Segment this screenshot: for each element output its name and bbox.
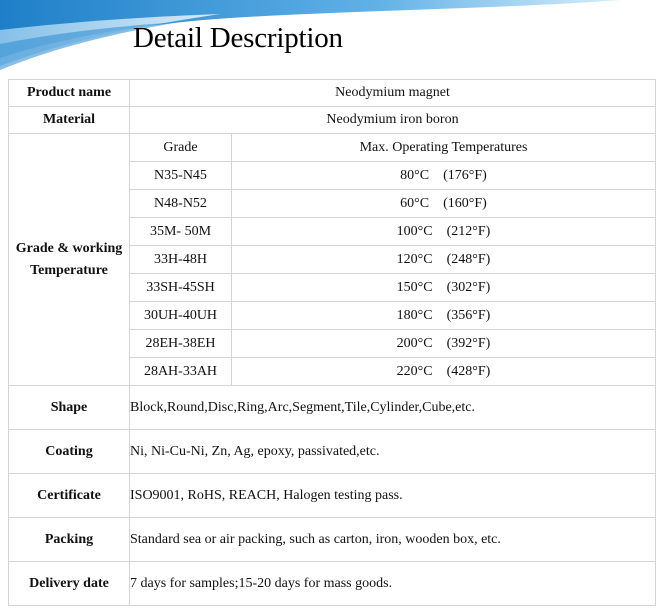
spec-table xyxy=(8,79,656,606)
grade-row xyxy=(130,358,655,386)
grade-row xyxy=(130,274,655,302)
grade-value: N35-N45 xyxy=(130,162,232,190)
temp-value xyxy=(232,302,656,330)
row-value-packing: Standard sea or air packing, such as carton, iron, wooden box, etc. xyxy=(130,518,656,562)
grade-label-line2: Temperature xyxy=(30,262,108,278)
row-label-coating: Coating xyxy=(9,430,130,474)
temp-celsius: 220°C xyxy=(396,363,433,379)
temp-value xyxy=(232,162,656,190)
temp-fahrenheit: (176°F) xyxy=(443,167,487,183)
temp-value xyxy=(232,190,656,218)
grade-col-header: Grade xyxy=(130,134,232,162)
temp-col-header: Max. Operating Temperatures xyxy=(232,134,656,162)
grade-value: 33SH-45SH xyxy=(130,274,232,302)
temp-celsius: 180°C xyxy=(396,307,433,323)
temp-fahrenheit: (392°F) xyxy=(446,335,491,351)
temp-fahrenheit: (428°F) xyxy=(446,363,491,379)
grade-subtable xyxy=(130,134,655,385)
row-label-certificate: Certificate xyxy=(9,474,130,518)
temp-value xyxy=(232,358,656,386)
grade-value: N48-N52 xyxy=(130,190,232,218)
table-row xyxy=(9,518,656,562)
table-row xyxy=(9,386,656,430)
grade-row xyxy=(130,162,655,190)
row-value-delivery-date: 7 days for samples;15-20 days for mass goods. xyxy=(130,562,656,606)
row-value-shape: Block,Round,Disc,Ring,Arc,Segment,Tile,Cylinder,Cube,etc. xyxy=(130,386,656,430)
grade-value: 35M- 50M xyxy=(130,218,232,246)
grade-row xyxy=(130,218,655,246)
temp-value xyxy=(232,246,656,274)
table-row xyxy=(9,80,656,107)
table-row xyxy=(9,134,656,386)
row-label-shape: Shape xyxy=(9,386,130,430)
temp-celsius: 60°C xyxy=(400,195,430,211)
page-title: Detail Description xyxy=(133,22,343,54)
temp-celsius: 150°C xyxy=(396,279,433,295)
temp-fahrenheit: (160°F) xyxy=(443,195,487,211)
table-row xyxy=(9,474,656,518)
temp-celsius: 120°C xyxy=(396,251,433,267)
grade-value: 28AH-33AH xyxy=(130,358,232,386)
row-label-packing: Packing xyxy=(9,518,130,562)
row-label-product-name: Product name xyxy=(9,80,130,107)
table-row xyxy=(9,562,656,606)
temp-value xyxy=(232,330,656,358)
row-value-product-name: Neodymium magnet xyxy=(130,80,656,107)
temp-celsius: 100°C xyxy=(396,223,433,239)
temp-fahrenheit: (356°F) xyxy=(446,307,491,323)
temp-fahrenheit: (212°F) xyxy=(446,223,491,239)
row-value-coating: Ni, Ni-Cu-Ni, Zn, Ag, epoxy, passivated,etc. xyxy=(130,430,656,474)
table-row xyxy=(9,107,656,134)
grade-value: 30UH-40UH xyxy=(130,302,232,330)
row-label-material: Material xyxy=(9,107,130,134)
row-label-grade xyxy=(9,134,130,386)
row-label-delivery-date: Delivery date xyxy=(9,562,130,606)
temp-fahrenheit: (248°F) xyxy=(446,251,491,267)
temp-value xyxy=(232,218,656,246)
temp-celsius: 200°C xyxy=(396,335,433,351)
temp-value xyxy=(232,274,656,302)
grade-row xyxy=(130,190,655,218)
temp-celsius: 80°C xyxy=(400,167,430,183)
grade-row xyxy=(130,246,655,274)
table-row xyxy=(9,430,656,474)
grade-row xyxy=(130,302,655,330)
grade-value: 28EH-38EH xyxy=(130,330,232,358)
grade-label-line1: Grade & working xyxy=(15,240,123,256)
row-value-material: Neodymium iron boron xyxy=(130,107,656,134)
grade-row xyxy=(130,330,655,358)
grade-subtable-cell xyxy=(130,134,656,386)
grade-value: 33H-48H xyxy=(130,246,232,274)
temp-fahrenheit: (302°F) xyxy=(446,279,491,295)
row-value-certificate: ISO9001, RoHS, REACH, Halogen testing pass. xyxy=(130,474,656,518)
grade-header-row xyxy=(130,134,655,162)
